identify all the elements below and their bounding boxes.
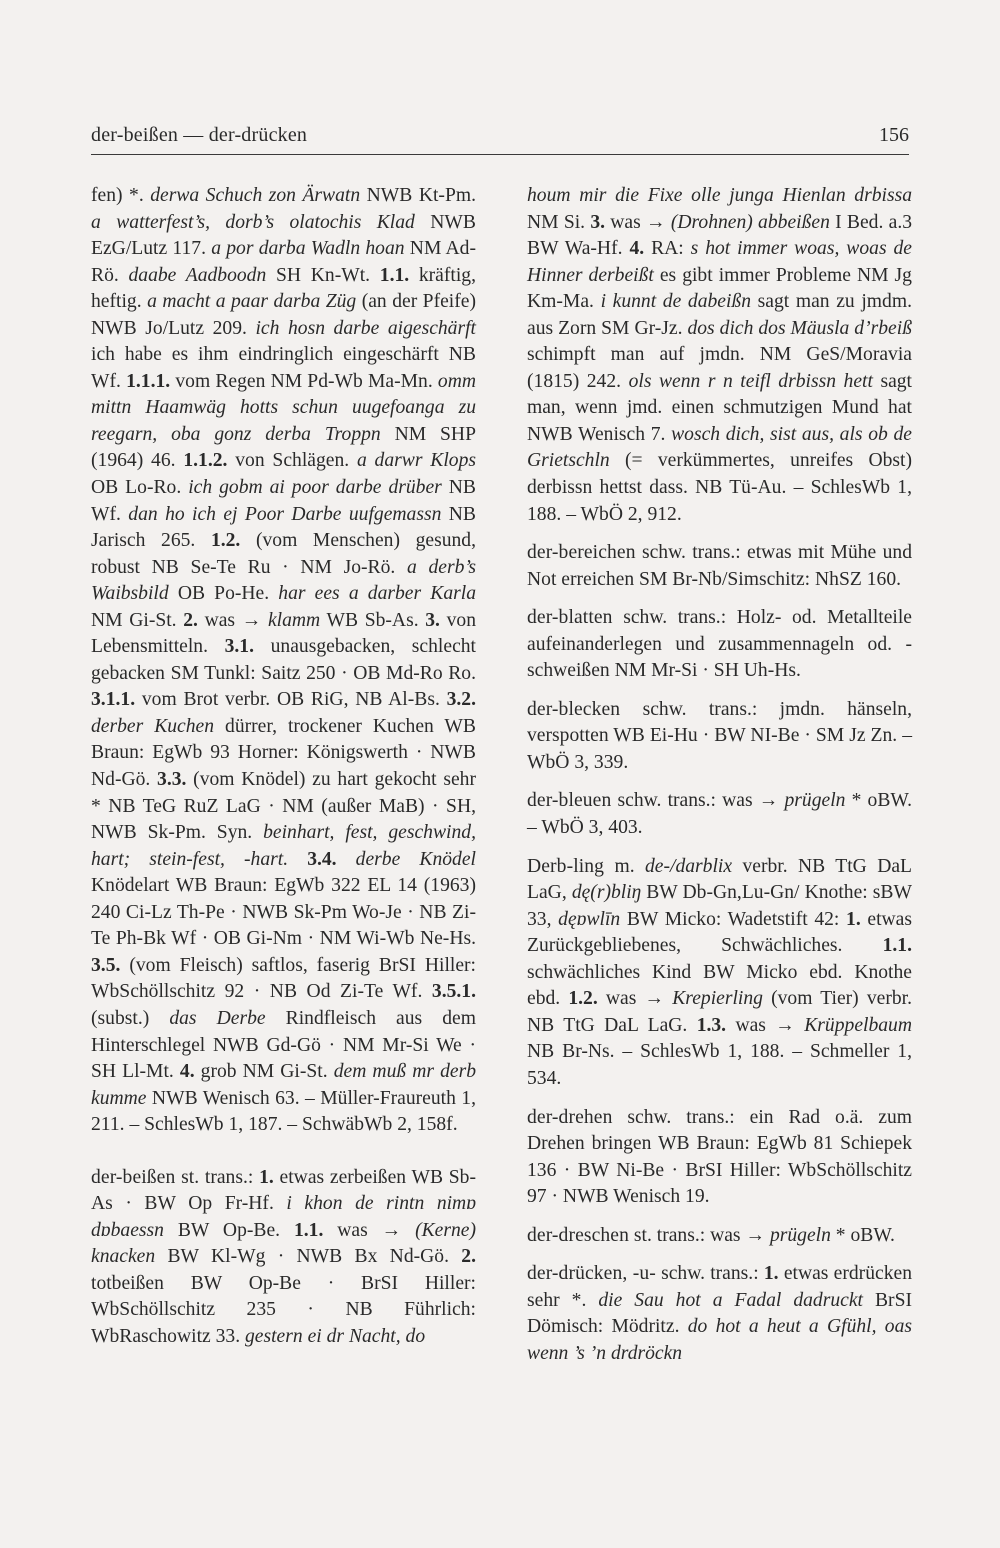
entry-text: RA: xyxy=(644,238,691,260)
sense-number: 1.1. xyxy=(379,264,410,286)
entry-text: etwas zerbeißen WB Sb-As · BW Op Fr-Hf. xyxy=(91,1166,477,1215)
sense-number: 3.5. xyxy=(91,954,121,976)
entry-text: was → xyxy=(726,1014,805,1036)
italic-text: derwa Schuch zon Ärwatn xyxy=(150,185,361,206)
sense-number: 3. xyxy=(425,609,440,631)
italic-text: dę(r)bliŋ xyxy=(571,882,642,904)
entry-text: (an der Pfeife) NWB Jo/Lutz 209. xyxy=(91,291,476,339)
entry-text: WB Sb-As. xyxy=(320,609,426,631)
sense-number: 1. xyxy=(846,908,861,930)
italic-text: do hot a heut a Gfühl, oas wenn ’s ’n drdröckn xyxy=(527,1316,912,1364)
dictionary-entry xyxy=(527,183,912,528)
dictionary-entry xyxy=(527,1105,912,1211)
sense-number: 4. xyxy=(179,1061,195,1083)
italic-text: dan ho ich ej Poor Darbe uufgemassn xyxy=(128,503,442,525)
entry-headword: der-blecken xyxy=(527,698,621,720)
dictionary-entry xyxy=(527,1223,912,1250)
entry-text: sagt man zu jmdm. aus Zorn SM Gr-Jz. xyxy=(527,291,912,339)
italic-text: Krüppelbaum xyxy=(804,1014,912,1036)
page-header xyxy=(91,124,909,155)
sense-number: 4. xyxy=(629,238,645,260)
entry-text: schwächliches Kind BW Micko ebd. Knothe ebd. xyxy=(527,961,912,1010)
entry-text: schw. trans.: was → xyxy=(611,790,785,812)
entry-text xyxy=(337,849,356,870)
right-column xyxy=(527,183,912,1367)
sense-number: 3.1.1. xyxy=(91,689,136,711)
dictionary-entry xyxy=(527,697,912,777)
entry-text: (= verkümmertes, unreifes Obst) derbissn hettst dass. NB Tü-Au. – SchlesWb 1, 188. – WbÖ 2, 912. xyxy=(527,450,912,525)
italic-text: dem muß mr derb kumme xyxy=(91,1061,476,1109)
entry-text: totbeißen BW Op-Be · BrSI Hiller: WbSchöllschitz 235 · NB Führlich: WbRaschowitz 33. xyxy=(91,1272,476,1347)
entry-text xyxy=(288,849,307,870)
italic-text: wosch dich, sist aus, als ob de Grietschln xyxy=(527,423,912,472)
italic-text: a darwr Klops xyxy=(356,450,476,472)
italic-text: houm mir die Fixe olle junga Hienlan drbissa xyxy=(527,185,912,206)
entry-text: NWB Wenisch 63. – Müller-Fraureuth 1, 211. – SchlesWb 1, 187. – SchwäbWb 2, 158f. xyxy=(91,1087,476,1136)
sense-number: 1.1.2. xyxy=(183,450,228,472)
italic-text: omm mittn Haamwäg hotts schun uugefoanga zu reegarn, oba gonz derba Troppn xyxy=(91,370,477,445)
entry-text: es gibt immer Probleme NM Jg Km-Ma. xyxy=(527,264,912,313)
entry-text: was → xyxy=(597,988,673,1010)
dictionary-entry xyxy=(91,1165,476,1351)
sense-number: 3.5.1. xyxy=(431,981,476,1003)
entry-text: m. xyxy=(604,855,645,877)
entry-text: * oBW. xyxy=(830,1224,895,1246)
entry-text: NM Ad-Rö. xyxy=(91,238,477,286)
entry-text: (vom Fleisch) saftlos, faserig BrSI Hiller: WbSchöllschitz 92 · NB Od Zi-Te Wf. xyxy=(91,954,476,1003)
entry-text: schw. trans.: ein Rad o.ä. zum Drehen bringen WB Braun: EgWb 81 Schiepek 136 · BW Ni-Be · BrSI Hiller: WbSchöllschitz 97 · NWB Wenisch 19. xyxy=(527,1106,912,1208)
italic-text: (Kerne) knacken xyxy=(91,1219,477,1268)
entry-headword: der-drehen xyxy=(527,1106,613,1128)
entry-headword: der-dreschen xyxy=(527,1224,629,1246)
left-column xyxy=(91,183,476,1351)
entry-text: NWB EzG/Lutz 117. xyxy=(91,211,476,260)
entry-text: verbr. NB TtG DaL LaG, xyxy=(527,855,913,904)
running-head: der-beißen — der-drücken xyxy=(91,124,308,146)
entry-text: BW Micko: Wadetstift 42: xyxy=(620,908,847,930)
entry-text: schw. trans.: xyxy=(655,1263,764,1285)
sense-number: 1.1. xyxy=(293,1219,324,1241)
entry-text: (vom Tier) verbr. NB TtG DaL LaG. xyxy=(527,988,913,1036)
italic-text: ols wenn r n teifl drbissn hett xyxy=(628,370,873,392)
italic-text: a por darba Wadln hoan xyxy=(211,238,405,260)
sense-number: 1.3. xyxy=(696,1014,727,1036)
italic-text: i kunnt de dabeißn xyxy=(600,291,752,313)
entry-text: kräftig, heftig. xyxy=(91,264,476,313)
entry-text: fen) *. xyxy=(91,185,151,206)
entry-text: NM Si. xyxy=(527,211,591,233)
entry-headword: der-bleuen xyxy=(527,790,612,812)
dictionary-entry xyxy=(91,183,476,1139)
entry-text: I Bed. a.3 BW Wa-Hf. xyxy=(527,211,913,260)
entry-text: dürrer, trockener Kuchen WB Braun: EgWb 93 Horner: Königswerth · NWB Nd-Gö. xyxy=(91,715,476,791)
entry-text: * oBW. – WbÖ 3, 403. xyxy=(527,790,912,839)
italic-text: a watterfest’s, dorb’s olatochis Klad xyxy=(91,211,415,233)
sense-number: 2. xyxy=(183,609,198,631)
italic-text: ich hosn darbe aigeschärft xyxy=(255,317,476,339)
sense-number: 3. xyxy=(590,211,606,233)
entry-headword: der-drücken, -u- xyxy=(527,1263,656,1285)
entry-text: was → xyxy=(605,211,671,233)
entry-text: schw. trans.: etwas mit Mühe und Not erreichen SM Br-Nb/Simschitz: NhSZ 160. xyxy=(527,542,912,590)
entry-text: schw. trans.: Holz- od. Metallteile aufeinanderlegen und zusammennageln od. -schweißen NM Mr-Si · SH Uh-Hs. xyxy=(527,607,912,682)
italic-text: beinhart, fest, geschwind, hart; stein-fest, -hart. xyxy=(91,822,476,870)
entry-headword: der-blatten xyxy=(527,607,613,629)
sense-number: 3.2. xyxy=(446,689,476,711)
sense-number: 1. xyxy=(763,1263,779,1285)
entry-text: schw. trans.: jmdn. hänseln, verspotten WB Ei-Hu · BW NI-Be · SM Jz Zn. – WbÖ 3, 339. xyxy=(527,698,912,773)
entry-text: NB Br-Ns. – SchlesWb 1, 188. – Schmeller 1, 534. xyxy=(527,1041,912,1089)
italic-text: daabe Aadboodn xyxy=(128,264,267,286)
italic-text: de-/darblix xyxy=(645,855,733,877)
entry-text: NM Gi-St. xyxy=(91,609,184,631)
entry-text: BW Db-Gn,Lu-Gn/ Knothe: sBW 33, xyxy=(527,882,912,930)
sense-number: 1.1.1. xyxy=(126,370,171,392)
entry-text: BW Kl-Wg · NWB Bx Nd-Gö. xyxy=(155,1246,462,1268)
sense-number: 3.4. xyxy=(307,848,337,870)
dictionary-entry xyxy=(527,540,912,593)
sense-number: 3.3. xyxy=(157,769,187,791)
italic-text: dos dich dos Mäusla d’rbeiß xyxy=(687,317,912,339)
entry-text: st. trans.: was → xyxy=(628,1224,770,1246)
entry-headword: der-bereichen xyxy=(527,542,636,564)
entry-text: NM SHP (1964) 46. xyxy=(91,423,476,472)
entry-text: sagt man, wenn jmd. einen schmutzigen Mund hat NWB Wenisch 7. xyxy=(527,370,913,445)
sense-number: 1.2. xyxy=(568,988,598,1010)
entry-text: von Lebensmitteln. xyxy=(91,609,476,658)
entry-text: ich habe es ihm eindringlich eingeschärft NB Wf. xyxy=(91,344,476,392)
entry-headword: der-beißen xyxy=(91,1166,176,1188)
entry-text: OB Lo-Ro. xyxy=(91,477,189,499)
entry-text: SH Kn-Wt. xyxy=(266,264,380,286)
entry-text: BW Op-Be. xyxy=(163,1219,294,1241)
entry-text: st. trans.: xyxy=(175,1166,260,1188)
italic-text: gestern ei dr Nacht, do xyxy=(245,1325,426,1347)
italic-text: das Derbe xyxy=(169,1007,266,1029)
entry-text: (vom Menschen) gesund, robust NB Se-Te Ru · NM Jo-Rö. xyxy=(91,530,476,578)
sense-number: 2. xyxy=(461,1246,476,1268)
italic-text: a derb’s Waibsbild xyxy=(91,556,476,605)
sense-number: 3.1. xyxy=(224,636,254,658)
italic-text: dęɒwlīn xyxy=(558,908,621,930)
italic-text: derber Kuchen xyxy=(91,715,215,737)
entry-text: von Schlägen. xyxy=(227,450,357,472)
dictionary-entry xyxy=(527,854,912,1093)
dictionary-entry xyxy=(527,788,912,841)
sense-number: 1. xyxy=(259,1166,274,1188)
sense-number: 1.2. xyxy=(210,530,241,552)
entry-headword: Derb-ling xyxy=(527,855,605,877)
entry-text: etwas erdrücken sehr *. xyxy=(527,1263,912,1311)
entry-text: Knödelart WB Braun: EgWb 322 EL 14 (1963) 240 Ci-Lz Th-Pe · NWB Sk-Pm Wo-Je · NB Zi-Te Ph-Bk Wf · OB Gi-Nm · NM Wi-Wb Ne-Hs. xyxy=(91,875,476,950)
entry-text: was → xyxy=(323,1219,416,1241)
dictionary-entry xyxy=(527,1261,912,1367)
entry-text: unausgebacken, schlecht gebacken SM Tunkl: Saitz 250 · OB Md-Ro Ro. xyxy=(91,636,477,684)
italic-text: prügeln xyxy=(784,790,846,812)
entry-text: NB Jarisch 265. xyxy=(91,503,476,552)
italic-text: prügeln xyxy=(769,1224,831,1246)
italic-text: har ees a darber Karla xyxy=(278,583,476,605)
entry-text: (subst.) xyxy=(91,1007,170,1029)
entry-text: NB Wf. xyxy=(91,477,476,525)
italic-text: (Drohnen) abbeißen xyxy=(670,211,830,233)
entry-text: schimpft man auf jmdn. NM GeS/Moravia (1815) 242. xyxy=(527,344,912,392)
sense-number: 1.1. xyxy=(882,935,912,957)
entry-text: vom Brot verbr. OB RiG, NB Al-Bs. xyxy=(135,689,447,711)
italic-text: die Sau hot a Fadal dadruckt xyxy=(598,1289,863,1311)
entry-text: grob NM Gi-St. xyxy=(194,1061,334,1083)
italic-text: ich gobm ai poor darbe drüber xyxy=(188,477,442,499)
entry-text: etwas Zurückgebliebenes, Schwächliches. xyxy=(527,908,913,957)
italic-text: klamm xyxy=(267,609,321,631)
italic-text: i khon de rintn nimɒ dɒbaessn xyxy=(91,1193,477,1241)
entry-text: vom Regen NM Pd-Wb Ma-Mn. xyxy=(170,370,438,392)
italic-text: s hot immer woas, woas de Hinner derbeißt xyxy=(527,238,912,286)
italic-text: Krepierling xyxy=(672,988,763,1010)
italic-text: derbe Knödel xyxy=(355,848,476,870)
entry-text: OB Po-He. xyxy=(168,583,279,605)
dictionary-entry xyxy=(527,605,912,685)
italic-text: a macht a paar darba Züg xyxy=(147,291,357,313)
page-number: 156 xyxy=(879,124,909,146)
entry-text: Rindfleisch aus dem Hinterschlegel NWB Gd-Gö · NM Mr-Si We · SH Ll-Mt. xyxy=(91,1007,476,1083)
entry-text: (vom Knödel) zu hart gekocht sehr * NB TeG RuZ LaG · NM (außer MaB) · SH, NWB Sk-Pm. Syn. xyxy=(91,769,476,844)
entry-text: NWB Kt-Pm. xyxy=(360,185,476,206)
entry-text: was → xyxy=(197,609,268,631)
entry-text: BrSI Dömisch: Mödritz. xyxy=(527,1289,912,1338)
